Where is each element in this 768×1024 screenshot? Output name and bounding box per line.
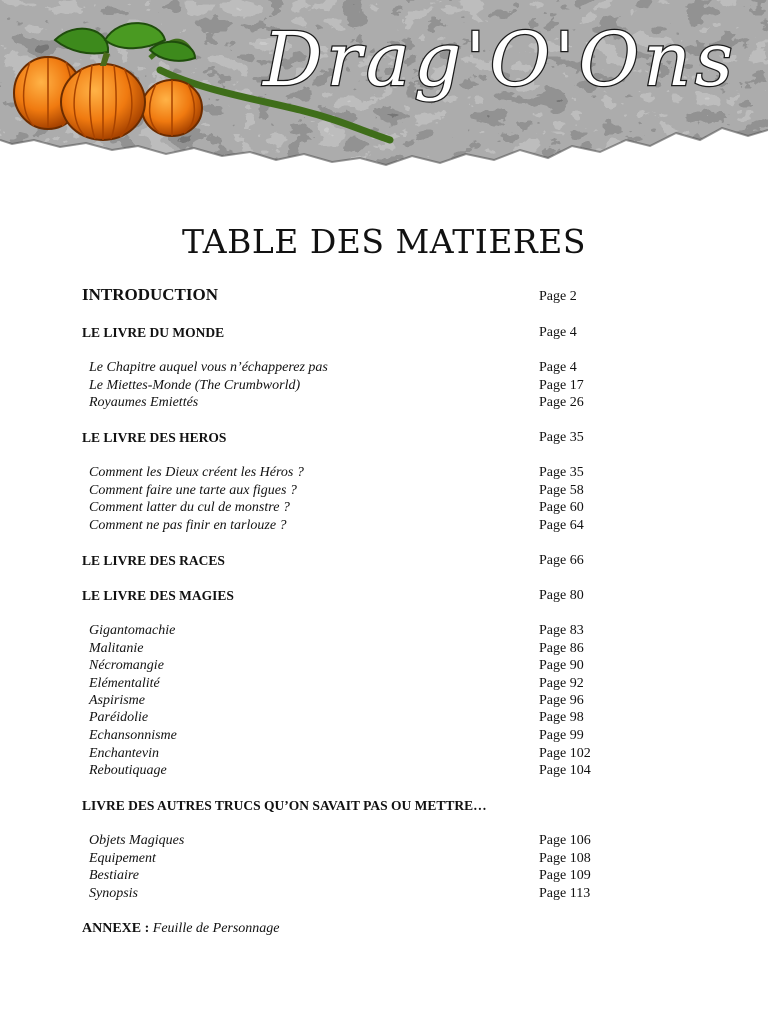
toc-page-number: Page 17: [539, 378, 584, 393]
toc-page-number: Page 66: [539, 553, 584, 568]
toc-label: LE LIVRE DU MONDE: [82, 325, 225, 340]
toc-page-number: Page 99: [539, 728, 584, 743]
toc-page-number: Page 104: [539, 763, 591, 778]
toc-label: Comment latter du cul de monstre ?: [89, 500, 290, 515]
toc-page-number: Page 4: [539, 325, 577, 340]
toc-label: Reboutiquage: [89, 763, 167, 778]
toc-label: Echansonnisme: [89, 728, 177, 743]
annex-prefix: ANNEXE :: [82, 921, 150, 936]
toc-label: LIVRE DES AUTRES TRUCS QU’ON SAVAIT PAS OU METTRE…: [82, 798, 487, 813]
toc-label: Comment faire une tarte aux figues ?: [89, 483, 297, 498]
toc-page-number: Page 92: [539, 676, 584, 691]
toc-label: Le Miettes-Monde (The Crumbworld): [89, 378, 301, 393]
toc-page-number: Page 35: [539, 430, 584, 445]
toc-page-number: Page 2: [539, 289, 577, 304]
toc-label: Elémentalité: [89, 676, 160, 691]
toc-page-number: Page 113: [539, 886, 591, 901]
toc-label: Gigantomachie: [89, 623, 176, 638]
toc-page-number: Page 83: [539, 623, 584, 638]
toc-page-number: Page 98: [539, 710, 584, 725]
toc-label: Comment les Dieux créent les Héros ?: [89, 465, 304, 480]
toc-label: Equipement: [89, 851, 156, 866]
toc-label: Enchantevin: [89, 746, 159, 761]
brand-logo: Drag'O'Ons: [263, 17, 737, 103]
toc-page-number: Page 106: [539, 833, 591, 848]
toc-page-number: Page 60: [539, 500, 584, 515]
toc-page-number: Page 90: [539, 658, 584, 673]
toc-page-number: Page 64: [539, 518, 584, 533]
header-banner: [0, 0, 768, 180]
toc-page-number: Page 102: [539, 746, 591, 761]
toc-label: LE LIVRE DES RACES: [82, 553, 225, 568]
toc-page-number: Page 80: [539, 588, 584, 603]
toc-page-number: Page 26: [539, 395, 584, 410]
toc-label: LE LIVRE DES HEROS: [82, 430, 227, 445]
toc-label: Royaumes Emiettés: [89, 395, 199, 410]
toc-page-number: Page 96: [539, 693, 584, 708]
toc-label: Objets Magiques: [89, 833, 185, 848]
page-title: TABLE DES MATIERES: [182, 222, 586, 261]
toc-label: Bestiaire: [89, 868, 140, 883]
toc-page-number: Page 35: [539, 465, 584, 480]
toc-page-number: Page 108: [539, 851, 591, 866]
toc-page-number: Page 109: [539, 868, 591, 883]
toc-label: Malitanie: [89, 641, 144, 656]
annex-title: Feuille de Personnage: [152, 921, 280, 936]
toc-label: Le Chapitre auquel vous n’échapperez pas: [89, 360, 328, 375]
toc-label: LE LIVRE DES MAGIES: [82, 588, 234, 603]
toc-page-number: Page 58: [539, 483, 584, 498]
toc-label: Paréidolie: [89, 710, 149, 725]
toc-label: Aspirisme: [89, 693, 145, 708]
toc-label: Synopsis: [89, 886, 138, 901]
toc-label: Comment ne pas finir en tarlouze ?: [89, 518, 287, 533]
annex-label: [82, 920, 280, 938]
toc-page-number: Page 4: [539, 360, 577, 375]
toc-label: Nécromangie: [89, 658, 164, 673]
toc-page-number: Page 86: [539, 641, 584, 656]
toc-label: INTRODUCTION: [82, 285, 219, 304]
